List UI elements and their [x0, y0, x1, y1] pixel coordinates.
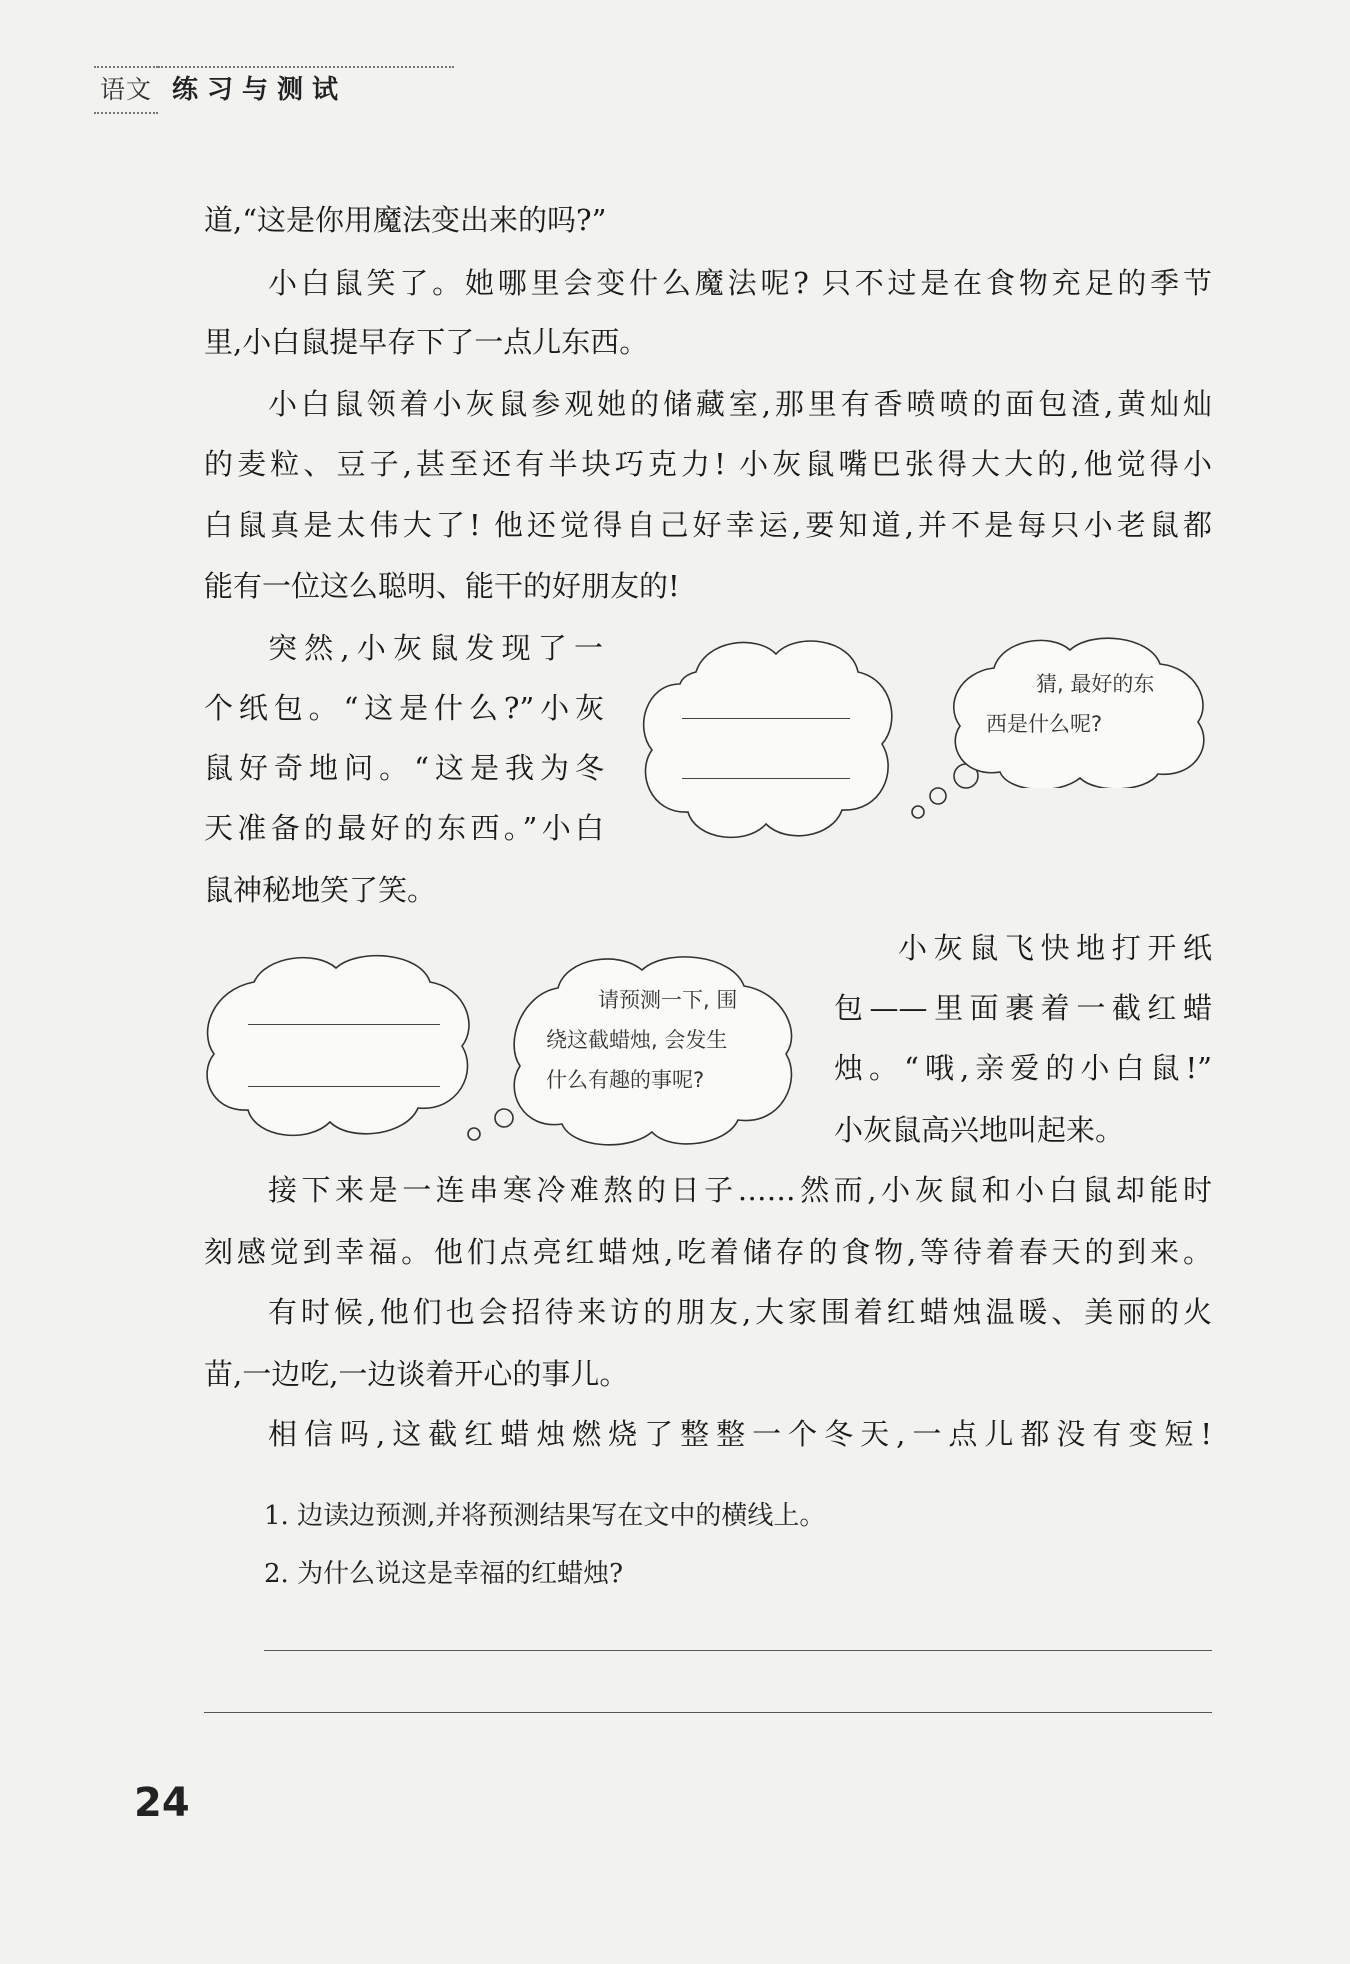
- question-1: 1. 边读边预测,并将预测结果写在文中的横线上。: [264, 1501, 826, 1531]
- text-line: 接下来是一连串寒冷难熬的日子……然而,小灰鼠和小白鼠却能时: [268, 1173, 1212, 1207]
- hint-text-line: 猜, 最好的东: [1036, 672, 1155, 696]
- text-line: 突然,小灰鼠发现了一: [268, 631, 603, 665]
- question-2: 2. 为什么说这是幸福的红蜡烛?: [264, 1559, 624, 1589]
- text-line: 鼠神秘地笑了笑。: [204, 873, 437, 907]
- answer-blank[interactable]: [248, 1086, 440, 1087]
- hint-cloud-2: [506, 950, 802, 1150]
- text-line: 小灰鼠高兴地叫起来。: [834, 1113, 1125, 1147]
- subject-label: 语文: [94, 66, 158, 114]
- answer-line[interactable]: [204, 1712, 1212, 1713]
- text-line: 个纸包。“这是什么?”小灰: [204, 691, 604, 725]
- text-line: 白鼠真是太伟大了! 他还觉得自己好幸运,要知道,并不是每只小老鼠都: [204, 508, 1212, 542]
- text-line: 相信吗,这截红蜡烛燃烧了整整一个冬天,一点儿都没有变短!: [268, 1417, 1212, 1451]
- text-line: 有时候,他们也会招待来访的朋友,大家围着红蜡烛温暖、美丽的火: [268, 1295, 1212, 1329]
- text-line: 小白鼠领着小灰鼠参观她的储藏室,那里有香喷喷的面包渣,黄灿灿: [268, 387, 1212, 421]
- text-line: 的麦粒、豆子,甚至还有半块巧克力! 小灰鼠嘴巴张得大大的,他觉得小: [204, 447, 1212, 481]
- text-line: 小白鼠笑了。她哪里会变什么魔法呢? 只不过是在食物充足的季节: [268, 266, 1212, 300]
- page-number: 24: [134, 1780, 190, 1826]
- text-line: 烛。“哦,亲爱的小白鼠!”: [834, 1051, 1212, 1085]
- answer-blank[interactable]: [248, 1024, 440, 1025]
- text-line: 天准备的最好的东西。”小白: [204, 811, 604, 845]
- text-line: 刻感觉到幸福。他们点亮红蜡烛,吃着储存的食物,等待着春天的到来。: [204, 1235, 1212, 1269]
- text-line: 苗,一边吃,一边谈着开心的事儿。: [204, 1357, 629, 1391]
- answer-cloud-2: [200, 950, 476, 1144]
- hint-text-line: 绕这截蜡烛, 会发生: [546, 1028, 728, 1052]
- answer-line[interactable]: [264, 1650, 1212, 1651]
- book-title: 练习与测试: [172, 75, 348, 105]
- answer-cloud-1: [636, 632, 898, 852]
- answer-blank[interactable]: [682, 718, 850, 719]
- text-line: 小灰鼠飞快地打开纸: [898, 931, 1212, 965]
- text-line: 能有一位这么聪明、能干的好朋友的!: [204, 569, 680, 603]
- answer-blank[interactable]: [682, 778, 850, 779]
- text-line: 道,“这是你用魔法变出来的吗?”: [204, 203, 607, 237]
- text-line: 里,小白鼠提早存下了一点儿东西。: [204, 325, 649, 359]
- text-line: 包——里面裹着一截红蜡: [834, 991, 1212, 1025]
- hint-text-line: 请预测一下, 围: [598, 988, 738, 1012]
- hint-cloud-1: [946, 632, 1214, 788]
- text-line: 鼠好奇地问。“这是我为冬: [204, 751, 604, 785]
- hint-text-line: 什么有趣的事呢?: [546, 1068, 705, 1092]
- hint-text-line: 西是什么呢?: [986, 712, 1103, 736]
